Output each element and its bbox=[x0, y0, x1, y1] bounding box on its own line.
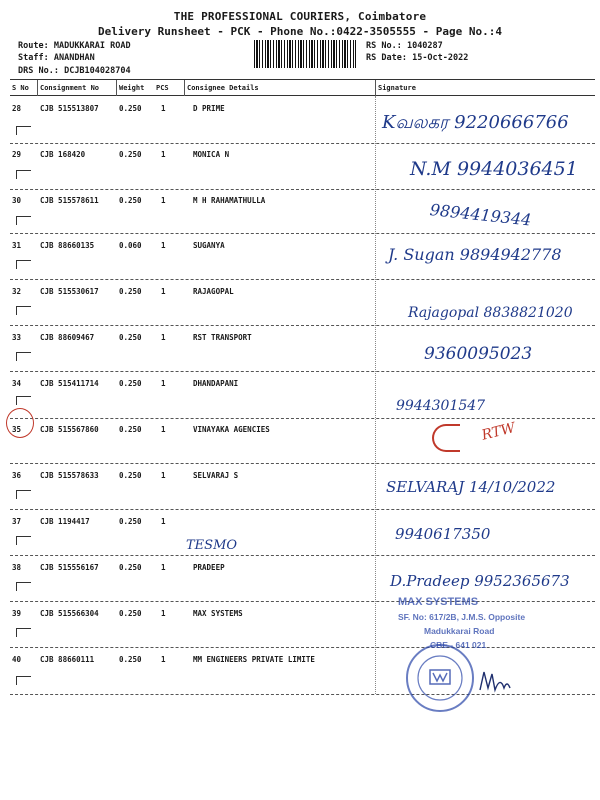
handwritten-mark bbox=[432, 424, 460, 452]
column-header-pcs: PCS bbox=[156, 84, 169, 92]
row-signature: N.M 9944036451 bbox=[410, 158, 578, 180]
row-pcs: 1 bbox=[161, 241, 166, 250]
row-signature: 9944301547 bbox=[396, 398, 486, 414]
row-consignee: DHANDAPANI bbox=[193, 379, 239, 388]
row-signature: 9360095023 bbox=[424, 344, 533, 364]
row-consignee: M H RAHAMATHULLA bbox=[193, 196, 266, 205]
rs-number-info bbox=[366, 41, 443, 51]
row-separator bbox=[10, 233, 595, 234]
row-separator bbox=[10, 463, 595, 464]
row-consignment: CJB 515567860 bbox=[40, 425, 99, 434]
row-consignee: PRADEEP bbox=[193, 563, 225, 572]
row-pcs: 1 bbox=[161, 150, 166, 159]
row-signature: 9940617350 bbox=[395, 525, 491, 543]
row-separator bbox=[10, 189, 595, 190]
row-consignee: VINAYAKA AGENCIES bbox=[193, 425, 270, 434]
check-mark bbox=[16, 490, 31, 499]
row-pcs: 1 bbox=[161, 333, 166, 342]
row-weight: 0.250 bbox=[119, 379, 142, 388]
rs-date-label: RS Date: bbox=[366, 53, 407, 63]
stamp-seal-icon bbox=[404, 642, 476, 714]
column-header-consignment: Consignment No bbox=[40, 84, 100, 92]
rs-number-label: RS No.: bbox=[366, 41, 402, 51]
row-pcs: 1 bbox=[161, 609, 166, 618]
row-sno: 31 bbox=[12, 241, 22, 250]
row-sno: 37 bbox=[12, 517, 22, 526]
row-consignment: CJB 88609467 bbox=[40, 333, 95, 342]
check-mark bbox=[16, 170, 31, 179]
row-weight: 0.060 bbox=[119, 241, 142, 250]
row-signature: Rajagopal 8838821020 bbox=[408, 305, 573, 321]
row-sno: 28 bbox=[12, 104, 22, 113]
row-separator bbox=[10, 371, 595, 372]
company-stamp bbox=[384, 590, 594, 730]
row-pcs: 1 bbox=[161, 563, 166, 572]
row-pcs: 1 bbox=[161, 287, 166, 296]
route-info bbox=[18, 41, 131, 51]
row-weight: 0.250 bbox=[119, 196, 142, 205]
row-consignee: SELVARAJ S bbox=[193, 471, 239, 480]
stamp-address-line: SF. No: 617/2B, J.M.S. Opposite bbox=[398, 612, 526, 622]
column-divider bbox=[184, 80, 185, 96]
staff-label: Staff: bbox=[18, 53, 49, 63]
row-signature: Kவலகர 9220666766 bbox=[382, 112, 569, 133]
row-weight: 0.250 bbox=[119, 609, 142, 618]
row-weight: 0.250 bbox=[119, 425, 142, 434]
row-consignee: SUGANYA bbox=[193, 241, 225, 250]
row-signature: 9894419344 bbox=[429, 200, 533, 230]
row-pcs: 1 bbox=[161, 425, 166, 434]
row-sno: 39 bbox=[12, 609, 22, 618]
staff-value: ANANDHAN bbox=[53, 53, 95, 63]
row-consignee: MM ENGINEERS PRIVATE LIMITE bbox=[193, 655, 315, 664]
row-sno: 29 bbox=[12, 150, 22, 159]
check-mark bbox=[16, 628, 31, 637]
row-weight: 0.250 bbox=[119, 104, 142, 113]
row-weight: 0.250 bbox=[119, 333, 142, 342]
row-sno: 40 bbox=[12, 655, 22, 664]
check-mark bbox=[16, 260, 31, 269]
column-header-weight: Weight bbox=[119, 84, 145, 92]
stamp-address-line: Madukkarai Road bbox=[424, 626, 495, 636]
row-pcs: 1 bbox=[161, 471, 166, 480]
table-top-rule bbox=[10, 79, 595, 80]
stamp-name: MAX SYSTEMS bbox=[398, 596, 479, 608]
column-header-consignee: Consignee Details bbox=[187, 84, 259, 92]
runsheet-title: THE PROFESSIONAL COURIERS, Coimbatore bbox=[173, 10, 427, 23]
check-mark bbox=[16, 216, 31, 225]
row-weight: 0.250 bbox=[119, 517, 142, 526]
row-consignee: D PRIME bbox=[193, 104, 225, 113]
row-consignment: CJB 515411714 bbox=[40, 379, 99, 388]
row-signature: SELVARAJ 14/10/2022 bbox=[386, 478, 556, 496]
handwritten-annotation: TESMO bbox=[186, 538, 238, 553]
column-divider bbox=[116, 80, 117, 96]
row-consignment: CJB 88660111 bbox=[40, 655, 95, 664]
rs-date-value: 15-Oct-2022 bbox=[412, 53, 469, 63]
row-signature: J. Sugan 9894942778 bbox=[388, 245, 562, 264]
column-divider bbox=[37, 80, 38, 96]
row-consignee: MONICA N bbox=[193, 150, 230, 159]
row-sno: 35 bbox=[12, 425, 22, 434]
column-header-sno: S No bbox=[12, 84, 29, 92]
check-mark bbox=[16, 396, 31, 405]
check-mark bbox=[16, 306, 31, 315]
table-header-rule bbox=[10, 95, 595, 96]
row-sno: 30 bbox=[12, 196, 22, 205]
row-weight: 0.250 bbox=[119, 471, 142, 480]
column-header-signature: Signature bbox=[378, 84, 416, 92]
drs-label: DRS No.: bbox=[18, 66, 59, 76]
row-weight: 0.250 bbox=[119, 150, 142, 159]
row-pcs: 1 bbox=[161, 655, 166, 664]
row-weight: 0.250 bbox=[119, 563, 142, 572]
row-sno: 34 bbox=[12, 379, 22, 388]
row-pcs: 1 bbox=[161, 104, 166, 113]
check-mark bbox=[16, 582, 31, 591]
row-consignment: CJB 515530617 bbox=[40, 287, 99, 296]
row-separator bbox=[10, 418, 595, 419]
row-separator bbox=[10, 555, 595, 556]
check-mark bbox=[16, 676, 31, 685]
stamp-address-line: CBE - 641 021 bbox=[430, 640, 487, 650]
row-consignment: CJB 515513807 bbox=[40, 104, 99, 113]
row-signature: D.Pradeep 9952365673 bbox=[390, 572, 570, 590]
row-consignee: RST TRANSPORT bbox=[193, 333, 252, 342]
rs-number-value: 1040287 bbox=[406, 41, 443, 51]
row-consignee: MAX SYSTEMS bbox=[193, 609, 243, 618]
row-pcs: 1 bbox=[161, 517, 166, 526]
route-value: MADUKKARAI ROAD bbox=[53, 41, 131, 51]
column-divider bbox=[375, 80, 376, 96]
check-mark bbox=[16, 352, 31, 361]
signature-column-line bbox=[375, 96, 376, 694]
row-separator bbox=[10, 279, 595, 280]
row-pcs: 1 bbox=[161, 379, 166, 388]
runsheet-subtitle: Delivery Runsheet - PCK - Phone No.:0422-3505555 - Page No.:4 bbox=[98, 25, 502, 38]
row-separator bbox=[10, 509, 595, 510]
row-weight: 0.250 bbox=[119, 287, 142, 296]
check-mark bbox=[16, 126, 31, 135]
row-consignee: RAJAGOPAL bbox=[193, 287, 234, 296]
row-consignment: CJB 515578611 bbox=[40, 196, 99, 205]
row-consignment: CJB 88660135 bbox=[40, 241, 95, 250]
row-consignment: CJB 1194417 bbox=[40, 517, 90, 526]
row-consignment: CJB 515578633 bbox=[40, 471, 99, 480]
check-mark bbox=[16, 536, 31, 545]
row-pcs: 1 bbox=[161, 196, 166, 205]
row-signature: RTW bbox=[480, 420, 517, 444]
row-sno: 32 bbox=[12, 287, 22, 296]
row-consignment: CJB 515566304 bbox=[40, 609, 99, 618]
row-consignment: CJB 515556167 bbox=[40, 563, 99, 572]
rs-date-info bbox=[366, 53, 468, 63]
row-consignment: CJB 168420 bbox=[40, 150, 86, 159]
row-separator bbox=[10, 143, 595, 144]
drs-value: DCJB104028704 bbox=[64, 66, 131, 76]
drs-info bbox=[18, 66, 131, 76]
barcode bbox=[254, 40, 356, 68]
stamp-signature-icon bbox=[478, 668, 512, 696]
row-sno: 36 bbox=[12, 471, 22, 480]
staff-info bbox=[18, 53, 95, 63]
route-label: Route: bbox=[18, 41, 49, 51]
row-sno: 38 bbox=[12, 563, 22, 572]
row-weight: 0.250 bbox=[119, 655, 142, 664]
row-separator bbox=[10, 325, 595, 326]
row-sno: 33 bbox=[12, 333, 22, 342]
